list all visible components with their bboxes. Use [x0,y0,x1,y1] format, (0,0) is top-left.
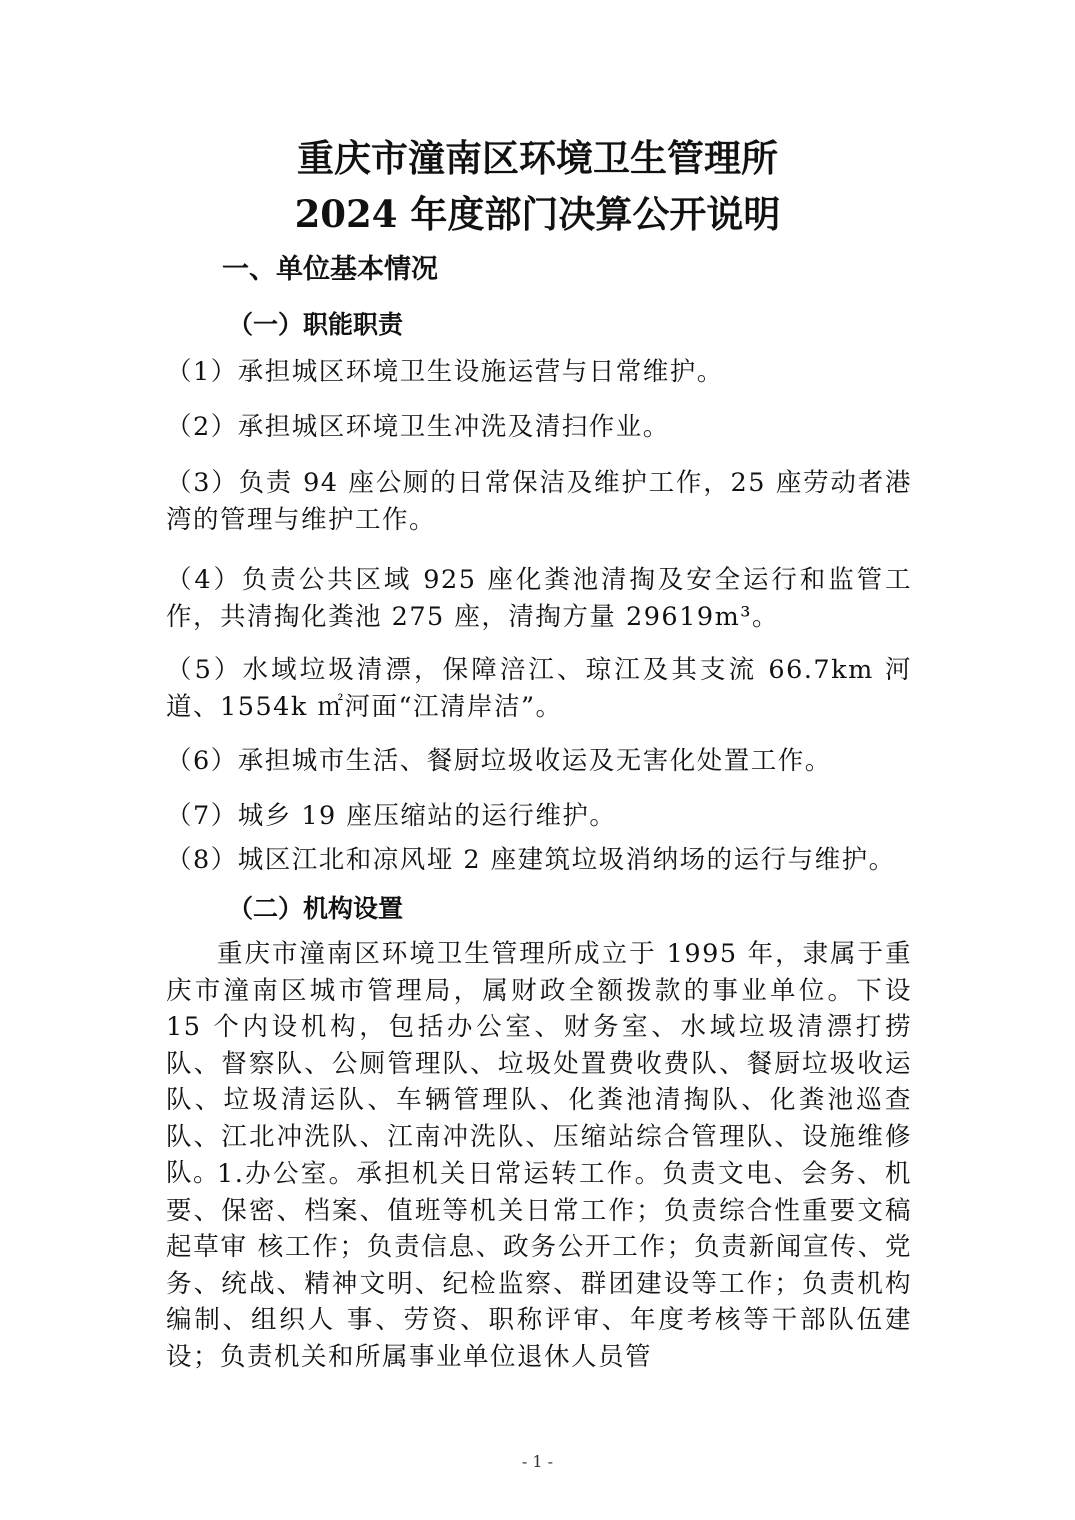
organization-paragraph: 重庆市潼南区环境卫生管理所成立于 1995 年，隶属于重庆市潼南区城市管理局，属财政全额拨款的事业单位。下设 15 个内设机构，包括办公室、财务室、水域垃圾清漂打捞队、督察队、公厕管理队、垃圾处置费收费队、餐厨垃圾收运队、垃圾清运队、车辆管理队、化粪池清掏队、化粪池巡查队、江北冲洗队、江南冲洗队、压缩站综合管理队、设施维修队。 [166,939,912,1188]
subsection-heading-organization: （二）机构设置 [228,894,404,923]
duty-item: （4）负责公共区域 925 座化粪池清掏及安全运行和监管工作，共清掏化粪池 275 座，清掏方量 29619m³。 [166,565,912,632]
document-title-line1: 重庆市潼南区环境卫生管理所 [297,136,778,180]
subsection-heading-duties: （一）职能职责 [228,310,404,339]
duty-item: （7）城乡 19 座压缩站的运行维护。 [166,801,617,831]
document-title-line2: 2024 年度部门决算公开说明 [294,192,781,236]
duty-item: （2）承担城区环境卫生冲洗及清扫作业。 [166,412,670,442]
duty-item: （6）承担城市生活、餐厨垃圾收运及无害化处置工作。 [166,746,832,776]
duty-item: （1）承担城区环境卫生设施运营与日常维护。 [166,357,724,387]
office-description-paragraph: 1.办公室。承担机关日常运转工作。负责文电、会务、机要、保密、档案、值班等机关日常工作；负责综合性重要文稿起草审 核工作；负责信息、政务公开工作；负责新闻宣传、党务、统战、精神文明、纪检监察、群团建设等工作；负责机构编制、组织人 事、劳资、职称评审、年度考核等干部队伍建设；负责机关和所属事业单位退休人员管 [166,1159,912,1372]
duty-item: （3）负责 94 座公厕的日常保洁及维护工作，25 座劳动者港湾的管理与维护工作。 [166,468,912,535]
section-heading-basic-info: 一、单位基本情况 [222,254,438,285]
page-number: - 1 - [521,1452,554,1471]
duty-item: （5）水域垃圾清漂，保障涪江、琼江及其支流 66.7km 河道、1554k ㎡河面“江清岸洁”。 [166,655,912,722]
duty-item: （8）城区江北和凉风垭 2 座建筑垃圾消纳场的运行与维护。 [166,845,896,875]
